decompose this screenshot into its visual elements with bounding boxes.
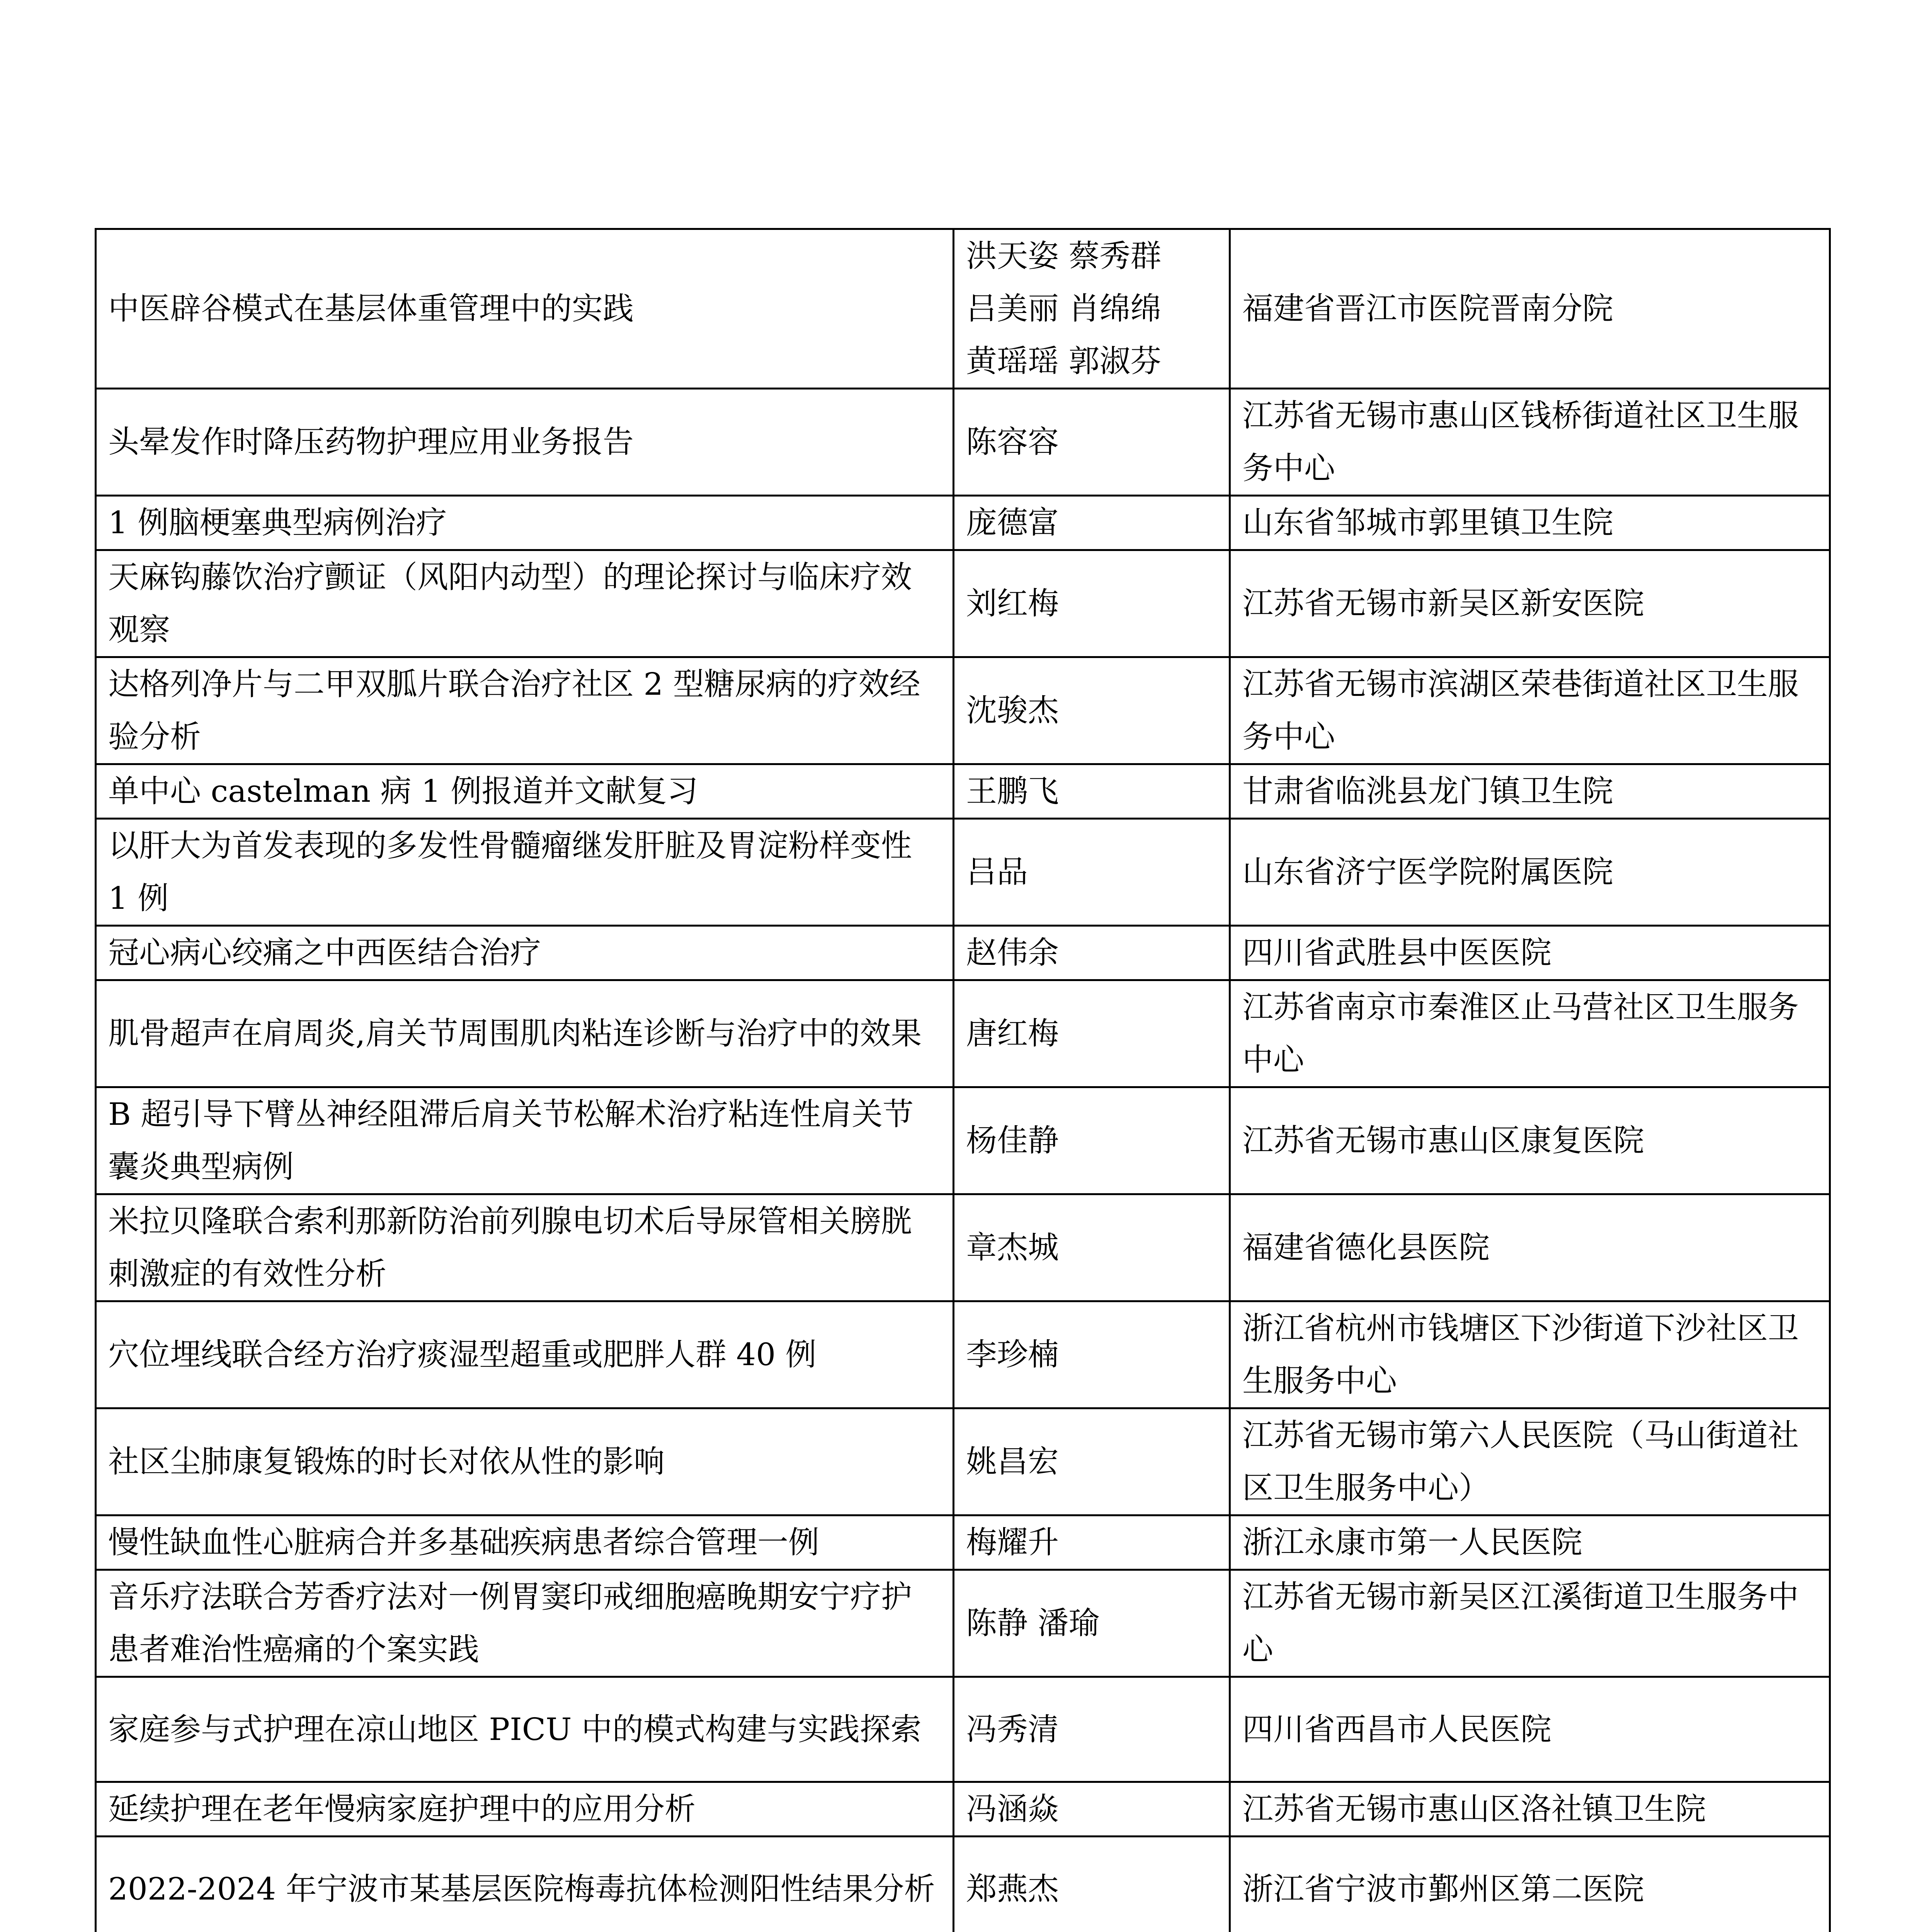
paper-title-cell: 天麻钩藤饮治疗颤证（风阳内动型）的理论探讨与临床疗效观察 [96,550,954,657]
table-row [96,1570,1830,1677]
institution-cell: 江苏省无锡市新吴区新安医院 [1230,550,1830,657]
table-row [96,819,1830,926]
papers-table-body [96,229,1830,1932]
author-names: 黄瑶瑶 郭淑芬 [966,343,1162,379]
table-row [96,389,1830,496]
author-names: 吕品 [966,854,1028,890]
author-names: 冯秀清 [966,1711,1059,1747]
authors-cell [954,1570,1230,1677]
paper-title-cell: 1 例脑梗塞典型病例治疗 [96,496,954,550]
author-names: 陈容容 [966,424,1059,460]
institution-cell: 江苏省无锡市新吴区江溪街道卫生服务中心 [1230,1570,1830,1677]
author-names: 冯涵焱 [966,1791,1059,1827]
paper-title-cell: 头晕发作时降压药物护理应用业务报告 [96,389,954,496]
table-row [96,1782,1830,1837]
author-names: 吕美丽 肖绵绵 [966,291,1162,327]
authors-cell [954,1087,1230,1194]
paper-title-cell: 穴位埋线联合经方治疗痰湿型超重或肥胖人群 40 例 [96,1301,954,1408]
institution-cell: 浙江省杭州市钱塘区下沙街道下沙社区卫生服务中心 [1230,1301,1830,1408]
institution-cell: 江苏省无锡市滨湖区荣巷街道社区卫生服务中心 [1230,657,1830,764]
table-row [96,980,1830,1087]
authors-cell [954,1194,1230,1301]
authors-cell [954,1837,1230,1932]
institution-cell: 福建省晋江市医院晋南分院 [1230,229,1830,389]
authors-cell [954,657,1230,764]
authors-cell [954,980,1230,1087]
paper-title-cell: B 超引导下臂丛神经阻滞后肩关节松解术治疗粘连性肩关节囊炎典型病例 [96,1087,954,1194]
paper-title-cell: 2022-2024 年宁波市某基层医院梅毒抗体检测阳性结果分析 [96,1837,954,1932]
institution-cell: 江苏省无锡市第六人民医院（马山街道社区卫生服务中心） [1230,1408,1830,1515]
table-row [96,229,1830,389]
institution-cell: 甘肃省临洮县龙门镇卫生院 [1230,764,1830,819]
institution-cell: 山东省济宁医学院附属医院 [1230,819,1830,926]
paper-title-cell: 家庭参与式护理在凉山地区 PICU 中的模式构建与实践探索 [96,1677,954,1782]
authors-cell [954,496,1230,550]
author-names: 唐红梅 [966,1015,1059,1051]
author-names: 赵伟余 [966,935,1059,971]
authors-cell [954,229,1230,389]
author-names: 郑燕杰 [966,1871,1059,1907]
institution-cell: 浙江永康市第一人民医院 [1230,1515,1830,1570]
institution-cell: 江苏省无锡市惠山区康复医院 [1230,1087,1830,1194]
authors-cell [954,1301,1230,1408]
paper-title-cell: 中医辟谷模式在基层体重管理中的实践 [96,229,954,389]
authors-cell [954,1408,1230,1515]
authors-cell [954,1677,1230,1782]
table-row [96,764,1830,819]
author-names: 王鹏飞 [966,773,1059,809]
paper-title-cell: 单中心 castelman 病 1 例报道并文献复习 [96,764,954,819]
papers-table [95,228,1831,1932]
institution-cell: 江苏省南京市秦淮区止马营社区卫生服务中心 [1230,980,1830,1087]
authors-cell [954,764,1230,819]
table-row [96,1087,1830,1194]
paper-title-cell: 以肝大为首发表现的多发性骨髓瘤继发肝脏及胃淀粉样变性 1 例 [96,819,954,926]
table-row [96,1301,1830,1408]
author-names: 沈骏杰 [966,692,1059,728]
author-names: 李珍楠 [966,1337,1059,1372]
author-names: 杨佳静 [966,1122,1059,1158]
institution-cell: 四川省武胜县中医医院 [1230,926,1830,980]
table-row [96,1515,1830,1570]
table-row [96,1408,1830,1515]
paper-title-cell: 延续护理在老年慢病家庭护理中的应用分析 [96,1782,954,1837]
institution-cell: 福建省德化县医院 [1230,1194,1830,1301]
table-row [96,550,1830,657]
paper-title-cell: 米拉贝隆联合索利那新防治前列腺电切术后导尿管相关膀胱刺激症的有效性分析 [96,1194,954,1301]
table-row [96,926,1830,980]
author-names: 刘红梅 [966,585,1059,621]
institution-cell: 江苏省无锡市惠山区钱桥街道社区卫生服务中心 [1230,389,1830,496]
paper-title-cell: 肌骨超声在肩周炎,肩关节周围肌肉粘连诊断与治疗中的效果 [96,980,954,1087]
authors-cell [954,1515,1230,1570]
table-row [96,1194,1830,1301]
paper-title-cell: 音乐疗法联合芳香疗法对一例胃窦印戒细胞癌晚期安宁疗护患者难治性癌痛的个案实践 [96,1570,954,1677]
author-names: 洪天姿 蔡秀群 [966,238,1162,274]
paper-title-cell: 达格列净片与二甲双胍片联合治疗社区 2 型糖尿病的疗效经验分析 [96,657,954,764]
authors-cell [954,819,1230,926]
authors-cell [954,926,1230,980]
paper-title-cell: 慢性缺血性心脏病合并多基础疾病患者综合管理一例 [96,1515,954,1570]
institution-cell: 山东省邹城市郭里镇卫生院 [1230,496,1830,550]
authors-cell [954,550,1230,657]
authors-cell [954,389,1230,496]
author-names: 章杰城 [966,1230,1059,1265]
institution-cell: 浙江省宁波市鄞州区第二医院 [1230,1837,1830,1932]
author-names: 梅耀升 [966,1524,1059,1560]
table-row [96,1837,1830,1932]
paper-title-cell: 社区尘肺康复锻炼的时长对依从性的影响 [96,1408,954,1515]
author-names: 陈静 潘瑜 [966,1605,1100,1641]
authors-cell [954,1782,1230,1837]
table-row [96,496,1830,550]
paper-title-cell: 冠心病心绞痛之中西医结合治疗 [96,926,954,980]
institution-cell: 四川省西昌市人民医院 [1230,1677,1830,1782]
table-row [96,657,1830,764]
author-names: 姚昌宏 [966,1444,1059,1480]
table-row [96,1677,1830,1782]
author-names: 庞德富 [966,505,1059,541]
institution-cell: 江苏省无锡市惠山区洛社镇卫生院 [1230,1782,1830,1837]
